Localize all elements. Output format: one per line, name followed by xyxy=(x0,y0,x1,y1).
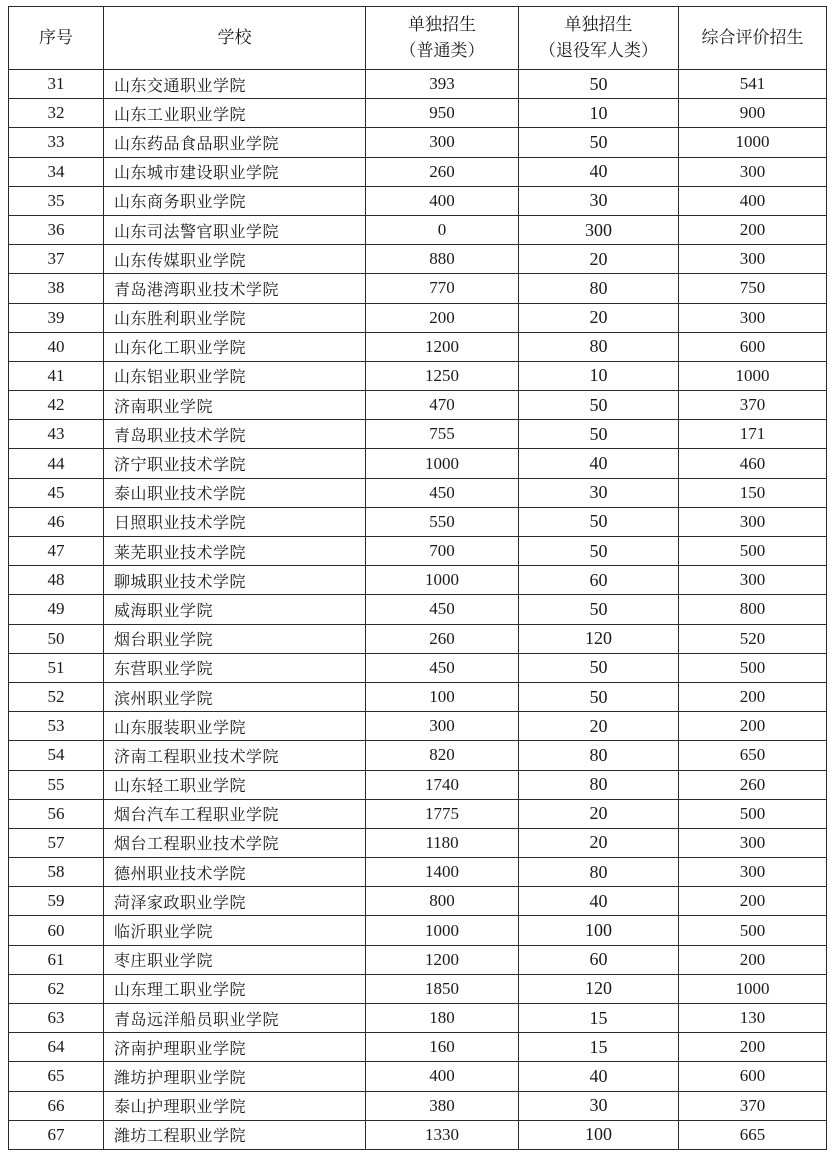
cell-single-general: 950 xyxy=(366,99,519,128)
table-row xyxy=(9,1062,827,1091)
cell-comprehensive: 370 xyxy=(679,391,827,420)
header-single-veteran-line2: （退役军人类） xyxy=(539,41,658,61)
cell-seq: 36 xyxy=(9,215,104,244)
header-comprehensive: 综合评价招生 xyxy=(679,7,827,70)
table-row xyxy=(9,99,827,128)
cell-school: 潍坊护理职业学院 xyxy=(104,1062,366,1091)
header-seq: 序号 xyxy=(9,7,104,70)
table-row xyxy=(9,303,827,332)
cell-single-general: 880 xyxy=(366,245,519,274)
cell-single-veteran: 20 xyxy=(519,799,679,828)
cell-comprehensive: 300 xyxy=(679,566,827,595)
cell-single-veteran: 50 xyxy=(519,420,679,449)
table-row xyxy=(9,945,827,974)
cell-single-veteran: 60 xyxy=(519,945,679,974)
cell-single-veteran: 50 xyxy=(519,507,679,536)
cell-single-general: 1850 xyxy=(366,974,519,1003)
cell-comprehensive: 900 xyxy=(679,99,827,128)
table-row xyxy=(9,361,827,390)
table-row xyxy=(9,828,827,857)
cell-single-general: 1400 xyxy=(366,858,519,887)
cell-seq: 66 xyxy=(9,1091,104,1120)
cell-single-general: 1000 xyxy=(366,449,519,478)
cell-single-general: 260 xyxy=(366,157,519,186)
cell-school: 山东商务职业学院 xyxy=(104,186,366,215)
cell-single-general: 450 xyxy=(366,595,519,624)
cell-single-veteran: 20 xyxy=(519,712,679,741)
table-row xyxy=(9,245,827,274)
table-row xyxy=(9,712,827,741)
cell-single-general: 160 xyxy=(366,1033,519,1062)
cell-seq: 32 xyxy=(9,99,104,128)
cell-single-general: 393 xyxy=(366,70,519,99)
cell-single-veteran: 40 xyxy=(519,887,679,916)
cell-comprehensive: 500 xyxy=(679,537,827,566)
header-single-general-line2: （普通类） xyxy=(399,41,485,61)
cell-single-veteran: 20 xyxy=(519,303,679,332)
cell-comprehensive: 300 xyxy=(679,828,827,857)
cell-seq: 35 xyxy=(9,186,104,215)
cell-single-general: 1200 xyxy=(366,945,519,974)
cell-seq: 34 xyxy=(9,157,104,186)
cell-seq: 46 xyxy=(9,507,104,536)
cell-comprehensive: 300 xyxy=(679,507,827,536)
cell-seq: 38 xyxy=(9,274,104,303)
cell-school: 山东化工职业学院 xyxy=(104,332,366,361)
table-row xyxy=(9,1033,827,1062)
cell-seq: 43 xyxy=(9,420,104,449)
cell-comprehensive: 600 xyxy=(679,332,827,361)
cell-school: 德州职业技术学院 xyxy=(104,858,366,887)
cell-single-veteran: 50 xyxy=(519,70,679,99)
cell-school: 威海职业学院 xyxy=(104,595,366,624)
cell-single-general: 100 xyxy=(366,682,519,711)
cell-single-general: 1000 xyxy=(366,916,519,945)
cell-school: 山东司法警官职业学院 xyxy=(104,215,366,244)
table-row xyxy=(9,507,827,536)
cell-school: 山东轻工职业学院 xyxy=(104,770,366,799)
cell-single-veteran: 50 xyxy=(519,653,679,682)
cell-single-general: 700 xyxy=(366,537,519,566)
cell-comprehensive: 150 xyxy=(679,478,827,507)
cell-seq: 59 xyxy=(9,887,104,916)
cell-school: 滨州职业学院 xyxy=(104,682,366,711)
cell-single-veteran: 50 xyxy=(519,128,679,157)
cell-seq: 44 xyxy=(9,449,104,478)
cell-single-veteran: 80 xyxy=(519,332,679,361)
cell-seq: 40 xyxy=(9,332,104,361)
cell-school: 泰山职业技术学院 xyxy=(104,478,366,507)
cell-single-general: 400 xyxy=(366,1062,519,1091)
cell-seq: 41 xyxy=(9,361,104,390)
cell-comprehensive: 1000 xyxy=(679,974,827,1003)
enrollment-table-container xyxy=(8,6,826,1150)
cell-school: 济南护理职业学院 xyxy=(104,1033,366,1062)
cell-single-general: 450 xyxy=(366,653,519,682)
table-row xyxy=(9,624,827,653)
cell-single-veteran: 30 xyxy=(519,478,679,507)
table-row xyxy=(9,1120,827,1149)
cell-seq: 52 xyxy=(9,682,104,711)
cell-comprehensive: 541 xyxy=(679,70,827,99)
cell-seq: 61 xyxy=(9,945,104,974)
cell-single-general: 1250 xyxy=(366,361,519,390)
cell-school: 山东胜利职业学院 xyxy=(104,303,366,332)
cell-seq: 54 xyxy=(9,741,104,770)
cell-school: 济南工程职业技术学院 xyxy=(104,741,366,770)
cell-single-general: 400 xyxy=(366,186,519,215)
table-row xyxy=(9,274,827,303)
cell-single-veteran: 100 xyxy=(519,1120,679,1149)
cell-seq: 65 xyxy=(9,1062,104,1091)
table-row xyxy=(9,887,827,916)
cell-comprehensive: 300 xyxy=(679,157,827,186)
table-row xyxy=(9,449,827,478)
table-row xyxy=(9,566,827,595)
cell-single-veteran: 30 xyxy=(519,1091,679,1120)
cell-single-veteran: 50 xyxy=(519,537,679,566)
cell-comprehensive: 130 xyxy=(679,1004,827,1033)
cell-single-veteran: 10 xyxy=(519,99,679,128)
cell-comprehensive: 171 xyxy=(679,420,827,449)
cell-school: 莱芜职业技术学院 xyxy=(104,537,366,566)
cell-single-veteran: 20 xyxy=(519,828,679,857)
cell-seq: 67 xyxy=(9,1120,104,1149)
header-single-veteran xyxy=(519,7,679,70)
cell-single-general: 550 xyxy=(366,507,519,536)
cell-comprehensive: 520 xyxy=(679,624,827,653)
cell-school: 日照职业技术学院 xyxy=(104,507,366,536)
cell-comprehensive: 460 xyxy=(679,449,827,478)
cell-single-general: 200 xyxy=(366,303,519,332)
cell-seq: 64 xyxy=(9,1033,104,1062)
cell-school: 济宁职业技术学院 xyxy=(104,449,366,478)
cell-school: 青岛港湾职业技术学院 xyxy=(104,274,366,303)
cell-seq: 57 xyxy=(9,828,104,857)
cell-school: 烟台工程职业技术学院 xyxy=(104,828,366,857)
header-single-general-line1: 单独招生 xyxy=(408,15,476,35)
cell-comprehensive: 300 xyxy=(679,858,827,887)
cell-single-general: 180 xyxy=(366,1004,519,1033)
table-row xyxy=(9,916,827,945)
cell-seq: 58 xyxy=(9,858,104,887)
table-row xyxy=(9,974,827,1003)
table-row xyxy=(9,799,827,828)
table-row xyxy=(9,186,827,215)
table-row xyxy=(9,858,827,887)
cell-single-veteran: 80 xyxy=(519,770,679,799)
cell-seq: 45 xyxy=(9,478,104,507)
table-row xyxy=(9,537,827,566)
cell-comprehensive: 200 xyxy=(679,887,827,916)
table-row xyxy=(9,478,827,507)
cell-comprehensive: 500 xyxy=(679,653,827,682)
cell-single-general: 755 xyxy=(366,420,519,449)
cell-single-general: 1180 xyxy=(366,828,519,857)
cell-single-veteran: 30 xyxy=(519,186,679,215)
cell-single-veteran: 50 xyxy=(519,391,679,420)
cell-school: 枣庄职业学院 xyxy=(104,945,366,974)
cell-single-general: 380 xyxy=(366,1091,519,1120)
cell-school: 山东传媒职业学院 xyxy=(104,245,366,274)
cell-school: 烟台汽车工程职业学院 xyxy=(104,799,366,828)
cell-single-veteran: 80 xyxy=(519,741,679,770)
cell-school: 山东工业职业学院 xyxy=(104,99,366,128)
table-row xyxy=(9,1004,827,1033)
cell-seq: 56 xyxy=(9,799,104,828)
table-row xyxy=(9,682,827,711)
cell-comprehensive: 200 xyxy=(679,1033,827,1062)
cell-single-general: 1740 xyxy=(366,770,519,799)
table-row xyxy=(9,595,827,624)
cell-school: 东营职业学院 xyxy=(104,653,366,682)
cell-single-general: 0 xyxy=(366,215,519,244)
cell-single-general: 820 xyxy=(366,741,519,770)
cell-seq: 62 xyxy=(9,974,104,1003)
cell-comprehensive: 665 xyxy=(679,1120,827,1149)
cell-school: 烟台职业学院 xyxy=(104,624,366,653)
table-header xyxy=(9,7,827,70)
cell-seq: 55 xyxy=(9,770,104,799)
enrollment-table xyxy=(8,6,827,1150)
cell-school: 山东理工职业学院 xyxy=(104,974,366,1003)
cell-single-veteran: 40 xyxy=(519,449,679,478)
cell-single-general: 470 xyxy=(366,391,519,420)
cell-school: 青岛远洋船员职业学院 xyxy=(104,1004,366,1033)
cell-single-veteran: 60 xyxy=(519,566,679,595)
table-row xyxy=(9,1091,827,1120)
cell-comprehensive: 750 xyxy=(679,274,827,303)
cell-single-veteran: 15 xyxy=(519,1004,679,1033)
cell-comprehensive: 400 xyxy=(679,186,827,215)
cell-comprehensive: 1000 xyxy=(679,128,827,157)
cell-single-general: 260 xyxy=(366,624,519,653)
cell-seq: 50 xyxy=(9,624,104,653)
cell-comprehensive: 650 xyxy=(679,741,827,770)
cell-school: 聊城职业技术学院 xyxy=(104,566,366,595)
cell-single-veteran: 300 xyxy=(519,215,679,244)
cell-seq: 39 xyxy=(9,303,104,332)
cell-comprehensive: 260 xyxy=(679,770,827,799)
cell-seq: 33 xyxy=(9,128,104,157)
cell-school: 临沂职业学院 xyxy=(104,916,366,945)
header-single-veteran-line1: 单独招生 xyxy=(564,15,633,35)
cell-single-veteran: 80 xyxy=(519,858,679,887)
table-row xyxy=(9,332,827,361)
cell-seq: 63 xyxy=(9,1004,104,1033)
cell-single-veteran: 15 xyxy=(519,1033,679,1062)
table-row xyxy=(9,157,827,186)
cell-comprehensive: 200 xyxy=(679,712,827,741)
cell-school: 山东铝业职业学院 xyxy=(104,361,366,390)
cell-seq: 51 xyxy=(9,653,104,682)
table-row xyxy=(9,741,827,770)
cell-school: 山东城市建设职业学院 xyxy=(104,157,366,186)
cell-single-general: 800 xyxy=(366,887,519,916)
header-row xyxy=(9,7,827,70)
cell-seq: 48 xyxy=(9,566,104,595)
cell-school: 山东药品食品职业学院 xyxy=(104,128,366,157)
cell-comprehensive: 500 xyxy=(679,799,827,828)
cell-single-veteran: 40 xyxy=(519,1062,679,1091)
table-row xyxy=(9,70,827,99)
cell-seq: 42 xyxy=(9,391,104,420)
cell-comprehensive: 300 xyxy=(679,303,827,332)
cell-comprehensive: 500 xyxy=(679,916,827,945)
cell-seq: 60 xyxy=(9,916,104,945)
cell-seq: 47 xyxy=(9,537,104,566)
cell-school: 山东服装职业学院 xyxy=(104,712,366,741)
header-school: 学校 xyxy=(104,7,366,70)
cell-single-general: 1775 xyxy=(366,799,519,828)
cell-single-general: 770 xyxy=(366,274,519,303)
cell-single-general: 300 xyxy=(366,712,519,741)
cell-single-veteran: 80 xyxy=(519,274,679,303)
cell-comprehensive: 200 xyxy=(679,682,827,711)
cell-comprehensive: 600 xyxy=(679,1062,827,1091)
cell-school: 菏泽家政职业学院 xyxy=(104,887,366,916)
cell-single-veteran: 120 xyxy=(519,974,679,1003)
cell-school: 山东交通职业学院 xyxy=(104,70,366,99)
cell-comprehensive: 200 xyxy=(679,215,827,244)
cell-single-general: 450 xyxy=(366,478,519,507)
cell-comprehensive: 800 xyxy=(679,595,827,624)
cell-seq: 49 xyxy=(9,595,104,624)
cell-single-veteran: 100 xyxy=(519,916,679,945)
table-row xyxy=(9,420,827,449)
cell-seq: 31 xyxy=(9,70,104,99)
cell-school: 潍坊工程职业学院 xyxy=(104,1120,366,1149)
cell-comprehensive: 300 xyxy=(679,245,827,274)
cell-single-general: 300 xyxy=(366,128,519,157)
cell-school: 泰山护理职业学院 xyxy=(104,1091,366,1120)
cell-single-veteran: 50 xyxy=(519,595,679,624)
cell-single-general: 1000 xyxy=(366,566,519,595)
header-single-general xyxy=(366,7,519,70)
cell-school: 济南职业学院 xyxy=(104,391,366,420)
cell-single-general: 1200 xyxy=(366,332,519,361)
cell-school: 青岛职业技术学院 xyxy=(104,420,366,449)
cell-comprehensive: 370 xyxy=(679,1091,827,1120)
cell-single-veteran: 40 xyxy=(519,157,679,186)
table-row xyxy=(9,391,827,420)
table-row xyxy=(9,215,827,244)
cell-comprehensive: 1000 xyxy=(679,361,827,390)
cell-seq: 53 xyxy=(9,712,104,741)
table-body xyxy=(9,70,827,1150)
table-row xyxy=(9,128,827,157)
cell-seq: 37 xyxy=(9,245,104,274)
cell-single-veteran: 10 xyxy=(519,361,679,390)
table-row xyxy=(9,770,827,799)
table-row xyxy=(9,653,827,682)
cell-single-general: 1330 xyxy=(366,1120,519,1149)
cell-comprehensive: 200 xyxy=(679,945,827,974)
cell-single-veteran: 20 xyxy=(519,245,679,274)
cell-single-veteran: 50 xyxy=(519,682,679,711)
cell-single-veteran: 120 xyxy=(519,624,679,653)
